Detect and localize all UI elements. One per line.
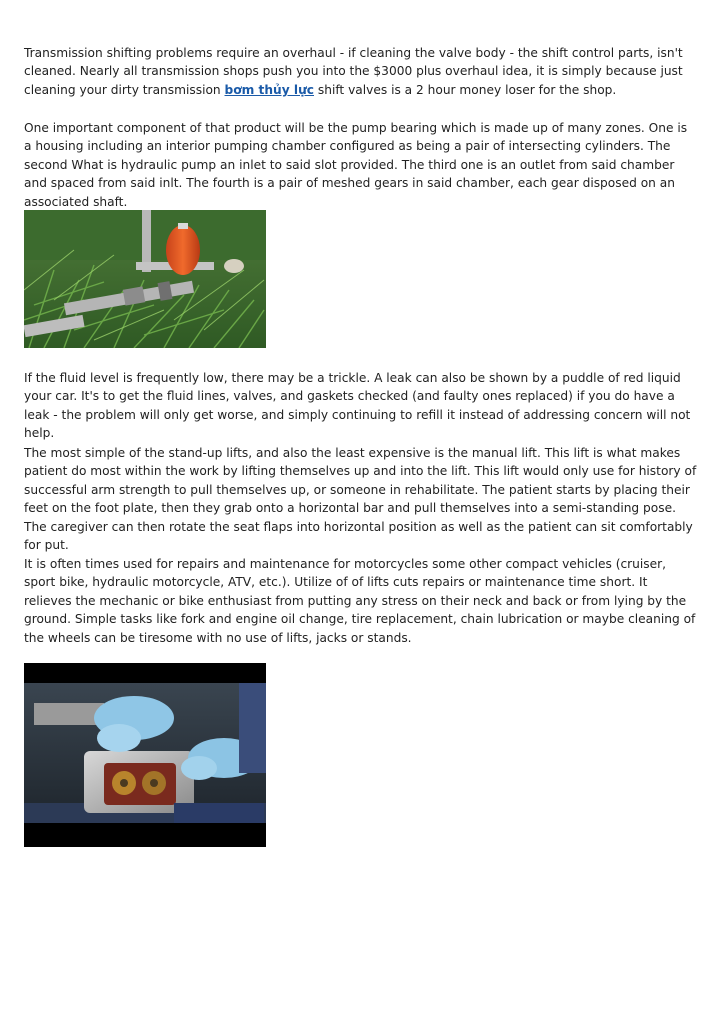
pump-disassembly-image	[24, 663, 266, 847]
paragraph-1-text-start: Transmission shifting problems require an overhaul - if cleaning the valve body - the shift control parts, isn't cleaned. Nearly all transmission shops push you into the $3000 plus overhaul idea, it is simply because just cleaning your dirty transmission	[24, 46, 683, 97]
paragraph-5: It is often times used for repairs and maintenance for motorcycles some other compact vehicles (cruiser, sport bike, hydraulic motorcycle, ATV, etc.). Utilize of of lifts cuts repairs or maintenance time short. It relieves the mechanic or bike enthusiast from putting any stress on their neck and back or from lying by the ground. Simple tasks like fork and engine oil change, tire replacement, chain lubrication or maybe cleaning of the wheels can be tiresome with no use of lifts, jacks or stands.	[24, 557, 696, 645]
photo-pump-disassembly	[24, 663, 266, 847]
paragraph-1-text-end: shift valves is a 2 hour money loser for the shop.	[314, 82, 617, 97]
paragraph-2: One important component of that product will be the pump bearing which is made up of many zones. One is a housing including an interior pumping chamber configured as being a pair of intersecting cylinders. The second What is hydraulic pump an inlet to said slot provided. The third one is an outlet from said chamber and spaced from said inlt. The fourth is a pair of meshed gears in said chamber, each gear disposed on an associated shaft.	[24, 121, 688, 209]
paragraph-4: The most simple of the stand-up lifts, and also the least expensive is the manual lift. This lift is what makes patient do most within the work by lifting themselves up and into the lift. This lift would only use for history of successful arm strength to pull themselves up, or someone in rehabilitate. The patient starts by placing their feet on the foot plate, then they grab onto a horizontal bar and pull themselves into a semi-standing pose. The caregiver can then rotate the seat flaps into horizontal position as well as the patient can sit comfortably for put.	[24, 446, 697, 553]
photo-pump-in-grass	[24, 210, 266, 348]
paragraph-1	[24, 44, 698, 99]
hydraulic-pump-link[interactable]: bơm thủy lực	[224, 82, 314, 97]
paragraph-3: If the fluid level is frequently low, there may be a trickle. A leak can also be shown by a puddle of red liquid your car. It's to get the fluid lines, valves, and gaskets checked (and faulty ones replaced) if you do have a leak - the problem will only get worse, and simply continuing to refill it instead of addressing concern will not help.	[24, 371, 691, 441]
pump-grass-image	[24, 210, 266, 348]
